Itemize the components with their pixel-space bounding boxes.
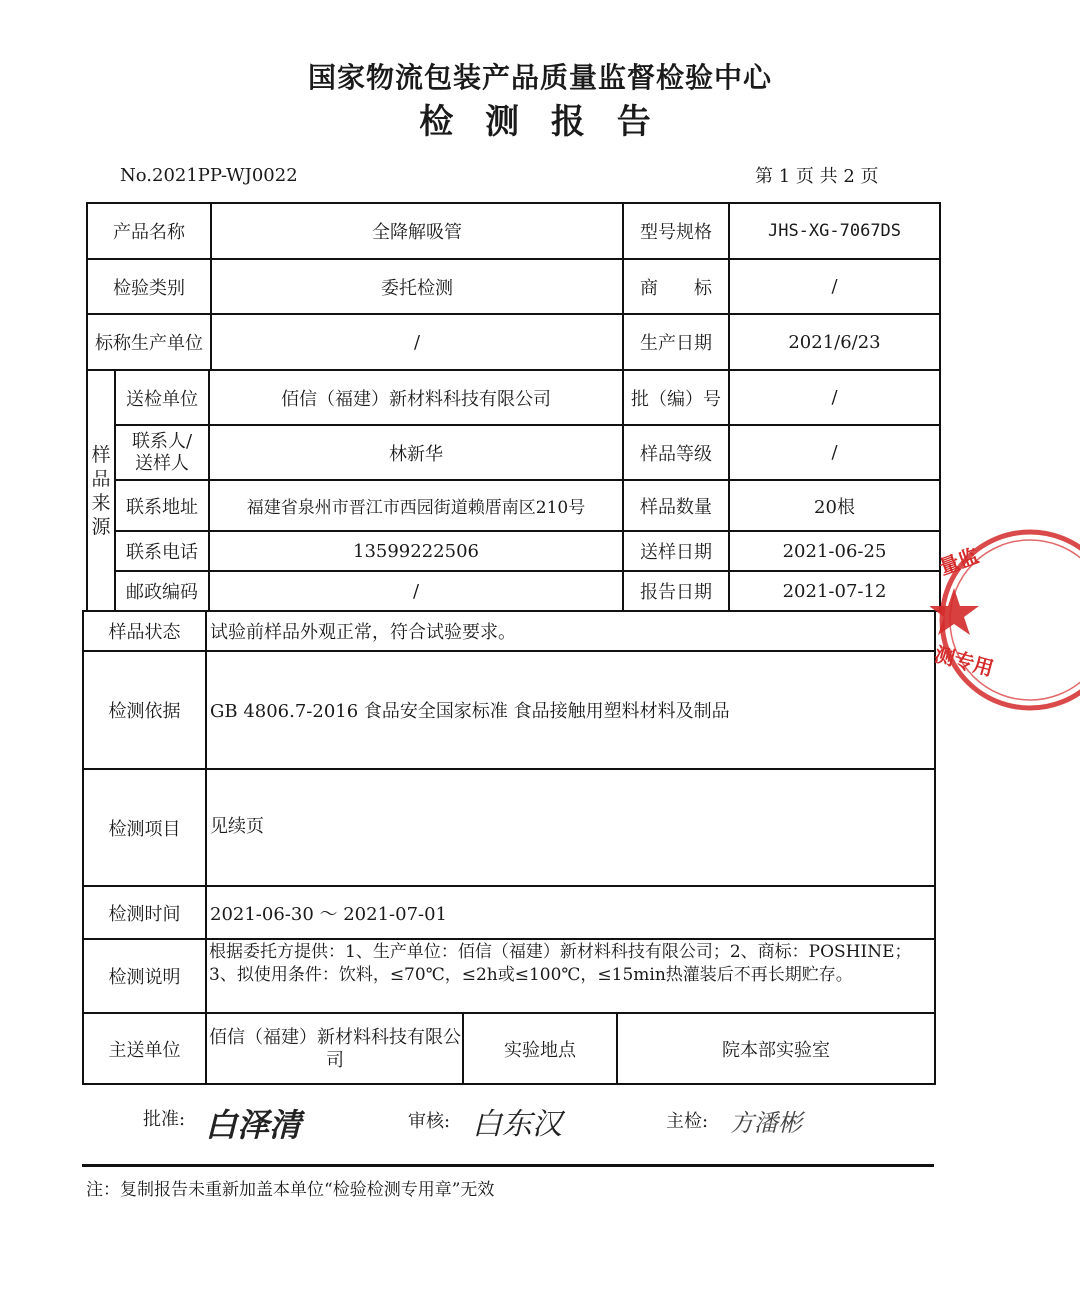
label-lab: 实验地点 <box>504 1039 576 1061</box>
label-main-unit: 主送单位 <box>108 1039 181 1061</box>
stamp-text-top: 量监 <box>936 543 982 580</box>
label-delivery-date: 送样日期 <box>640 542 712 563</box>
page-info: 第 1 页 共 2 页 <box>755 166 879 187</box>
value-production-date: 2021/6/23 <box>788 331 881 353</box>
value-sample-status: 试验前样品外观正常，符合试验要求。 <box>210 622 516 643</box>
value-model: JHS-XG-7067DS <box>767 221 902 241</box>
value-lab: 院本部实验室 <box>722 1039 830 1061</box>
approve-label: 批准: <box>143 1109 186 1130</box>
value-inspection-type: 委托检测 <box>381 277 453 299</box>
inspect-signature: 方潘彬 <box>730 1108 802 1137</box>
value-submitter: 佰信（福建）新材料科技有限公司 <box>281 388 551 410</box>
label-sample-qty: 样品数量 <box>640 496 712 518</box>
footer-note: 注：复制报告未重新加盖本单位“检验检测专用章”无效 <box>86 1179 495 1200</box>
stamp-text-mid: 测专用 <box>931 642 997 681</box>
report-title: 检 测 报 告 <box>419 101 661 142</box>
value-product-name: 全降解吸管 <box>372 222 462 243</box>
label-submitter: 送检单位 <box>126 388 198 410</box>
label-inspection-type: 检验类别 <box>113 277 185 299</box>
inspection-stamp <box>930 520 1080 720</box>
value-batch-no: / <box>831 387 838 408</box>
value-basis: GB 4806.7-2016 食品安全国家标准 食品接触用塑料材料及制品 <box>210 701 730 722</box>
label-sample-grade: 样品等级 <box>640 443 712 465</box>
org-title: 国家物流包装产品质量监督检验中心 <box>307 61 772 94</box>
label-contact: 联系人/ 送样人 <box>131 430 193 474</box>
label-sample-status: 样品状态 <box>108 622 181 643</box>
value-sample-grade: / <box>831 442 838 463</box>
label-phone: 联系电话 <box>126 542 198 563</box>
footer-rule <box>82 1164 934 1167</box>
value-test-time: 2021-06-30 ～ 2021-07-01 <box>210 903 448 925</box>
value-phone: 13599222506 <box>353 540 479 562</box>
label-postcode: 邮政编码 <box>126 582 198 603</box>
value-report-date: 2021-07-12 <box>782 580 887 602</box>
value-notes: 根据委托方提供：1、生产单位：佰信（福建）新材料科技有限公司；2、商标：POSHINE；3、拟使用条件：饮料，≤70℃，≤2h或≤100℃，≤15min热灌装后不再长期贮存。 <box>209 942 912 985</box>
value-nominal-manufacturer: / <box>413 331 421 353</box>
review-label: 审核: <box>408 1111 451 1132</box>
label-product-name: 产品名称 <box>113 222 185 243</box>
value-contact: 林新华 <box>389 443 443 465</box>
value-postcode: / <box>412 580 420 602</box>
value-delivery-date: 2021-06-25 <box>782 540 887 562</box>
label-basis: 检测依据 <box>108 701 181 722</box>
label-items: 检测项目 <box>108 818 181 840</box>
label-model: 型号规格 <box>640 222 712 243</box>
value-main-unit: 佰信（福建）新材料科技有限公司 <box>209 1026 461 1071</box>
value-address: 福建省泉州市晋江市西园街道赖厝南区210号 <box>246 498 586 518</box>
review-signature: 白东汉 <box>472 1107 562 1142</box>
inspect-label: 主检: <box>666 1111 709 1132</box>
report-number: No.2021PP-WJ0022 <box>120 164 298 186</box>
label-production-date: 生产日期 <box>640 333 712 354</box>
value-items: 见续页 <box>210 816 264 837</box>
value-sample-qty: 20根 <box>814 496 855 518</box>
label-trademark: 商 标 <box>640 277 712 299</box>
approve-signature: 白泽清 <box>205 1106 302 1144</box>
label-nominal-manufacturer: 标称生产单位 <box>95 333 203 354</box>
value-trademark: / <box>831 276 838 297</box>
label-batch-no: 批（编）号 <box>631 388 721 410</box>
label-report-date: 报告日期 <box>640 582 712 603</box>
label-notes: 检测说明 <box>108 967 181 988</box>
label-sample-source: 样 品 来 源 <box>91 443 111 538</box>
label-address: 联系地址 <box>126 496 198 518</box>
label-test-time: 检测时间 <box>108 903 181 925</box>
